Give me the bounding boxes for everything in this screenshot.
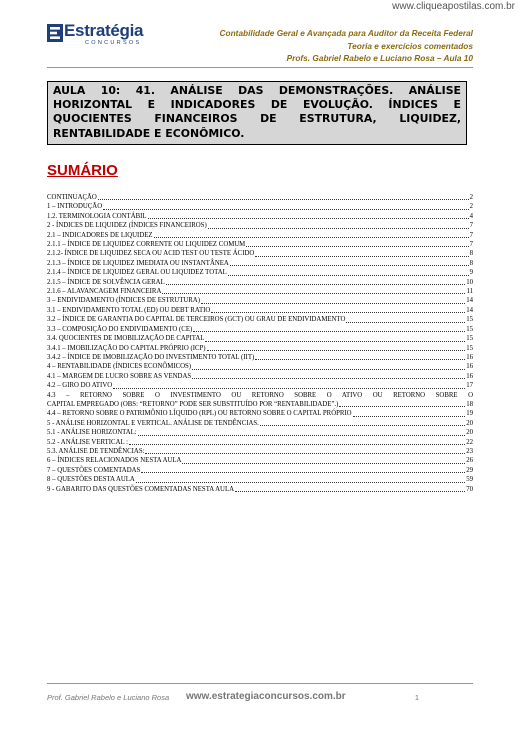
toc-entry-title: 5.1 - ANÁLISE HORIZONTAL: [47, 429, 137, 437]
toc-entry[interactable] [47, 391, 473, 410]
toc-dot-leader [339, 406, 465, 407]
toc-entry[interactable] [47, 212, 473, 221]
toc-entry-title: 3.4. QUOCIENTES DE IMOBILIZAÇÃO DE CAPITAL [47, 335, 205, 343]
page-number: 1 [414, 693, 419, 702]
toc-dot-leader [211, 312, 465, 313]
sumario-heading: SUMÁRIO [47, 162, 118, 179]
toc-dot-leader [193, 331, 465, 332]
toc-entry[interactable] [47, 296, 473, 305]
toc-entry-title: 2.1 – INDICADORES DE LIQUIDEZ [47, 231, 153, 239]
toc-entry-title: 2.1.1 – ÍNDICE DE LIQUIDEZ CORRENTE OU LIQUIDEZ COMUM [47, 241, 246, 249]
estrategia-logo-icon [47, 24, 63, 42]
toc-entry[interactable] [47, 202, 473, 211]
toc-entry-page: 8 [469, 259, 473, 267]
toc-entry-page: 23 [466, 447, 473, 455]
toc-dot-leader [182, 463, 465, 464]
toc-entry-title: 3.1 – ENDIVIDAMENTO TOTAL (ED) OU DEBT RATIO [47, 306, 211, 314]
toc-entry-page: 16 [466, 372, 473, 380]
toc-dot-leader [207, 350, 466, 351]
site-url[interactable]: www.cliqueapostilas.com.br [392, 1, 515, 12]
page-footer [47, 691, 473, 705]
toc-entry-title: 5 - ANÁLISE HORIZONTAL E VERTICAL. ANÁLISE DE TENDÊNCIAS. [47, 419, 259, 427]
toc-entry[interactable] [47, 381, 473, 390]
toc-entry[interactable] [47, 419, 473, 428]
toc-entry-title: 4.1 – MARGEM DE LUCRO SOBRE AS VENDAS [47, 372, 192, 380]
logo-name: Estratégia [64, 21, 144, 40]
toc-entry-title: 2.1.5 – ÍNDICE DE SOLVÊNCIA GERAL [47, 278, 165, 286]
toc-entry[interactable] [47, 315, 473, 324]
course-subtitle: Teoria e exercícios comentados [347, 40, 473, 51]
toc-entry-title: 4.2 – GIRO DO ATIVO [47, 382, 113, 390]
toc-entry-title: 3 – ENDIVIDAMENTO (ÍNDICES DE ESTRUTURA) [47, 297, 200, 305]
toc-entry[interactable] [47, 456, 473, 465]
toc-entry-page: 2 [469, 203, 473, 211]
toc-dot-leader [228, 275, 469, 276]
toc-entry-page: 14 [466, 297, 473, 305]
toc-dot-leader [255, 256, 468, 257]
toc-dot-leader [98, 199, 469, 200]
toc-dot-leader [138, 435, 466, 436]
toc-dot-leader [162, 293, 465, 294]
toc-entry-title-line1: 4.3 – RETORNO SOBRE O INVESTIMENTO OU RETORNO SOBRE O ATIVO OU RETORNO SOBRE O [47, 391, 473, 399]
toc-entry-title: 4 – RENTABILIDADE (ÍNDICES ECONÔMICOS) [47, 363, 192, 371]
toc-entry-page: 59 [466, 476, 473, 484]
toc-dot-leader [141, 472, 465, 473]
course-title: Contabilidade Geral e Avançada para Auditor da Receita Federal [219, 28, 473, 38]
toc-entry-title: 2 - ÍNDICES DE LIQUIDEZ (ÍNDICES FINANCEIROS) [47, 222, 207, 230]
estrategia-logo [47, 23, 177, 49]
toc-dot-leader [129, 444, 465, 445]
toc-entry[interactable] [47, 259, 473, 268]
toc-entry[interactable] [47, 372, 473, 381]
toc-entry-page: 18 [466, 400, 473, 408]
toc-entry[interactable] [47, 428, 473, 437]
toc-dot-leader [103, 209, 468, 210]
toc-entry[interactable] [47, 325, 473, 334]
toc-dot-leader [205, 341, 465, 342]
toc-entry[interactable] [47, 362, 473, 371]
toc-entry[interactable] [47, 438, 473, 447]
toc-entry-page: 14 [466, 306, 473, 314]
toc-dot-leader [136, 482, 465, 483]
toc-entry[interactable] [47, 249, 473, 258]
toc-dot-leader [154, 237, 469, 238]
toc-entry-title: 3.2 – ÍNDICE DE GARANTIA DO CAPITAL DE TERCEIROS (GCT) OU GRAU DE ENDIVIDAMENTO [47, 316, 346, 324]
table-of-contents [47, 193, 473, 494]
toc-entry-page: 7 [469, 241, 473, 249]
toc-dot-leader [192, 378, 465, 379]
toc-entry[interactable] [47, 306, 473, 315]
toc-entry-page: 19 [466, 410, 473, 418]
toc-entry-page: 7 [469, 222, 473, 230]
toc-dot-leader [255, 359, 465, 360]
toc-entry-title: 3.3 – COMPOSIÇÃO DO ENDIVIDAMENTO (CE) [47, 325, 193, 333]
toc-entry[interactable] [47, 193, 473, 202]
toc-entry-title: 1 – INTRODUÇÃO [47, 203, 103, 211]
footer-divider [47, 683, 473, 684]
toc-entry-page: 10 [466, 278, 473, 286]
toc-entry[interactable] [47, 485, 473, 494]
toc-dot-leader [246, 246, 468, 247]
toc-entry-page: 8 [469, 250, 473, 258]
course-professors: Profs. Gabriel Rabelo e Luciano Rosa – Aula 10 [286, 53, 473, 63]
toc-entry[interactable] [47, 447, 473, 456]
toc-entry-page: 17 [466, 382, 473, 390]
toc-entry-page: 70 [466, 485, 473, 493]
toc-entry[interactable] [47, 231, 473, 240]
toc-entry-page: 15 [466, 316, 473, 324]
toc-entry-page: 9 [469, 269, 473, 277]
toc-entry-title: 5.3. ANÁLISE DE TENDÊNCIAS: [47, 447, 145, 455]
toc-entry[interactable] [47, 475, 473, 484]
toc-entry[interactable] [47, 278, 473, 287]
toc-entry-page: 11 [466, 288, 473, 296]
toc-entry-title: 3.4.2 – ÍNDICE DE IMOBILIZAÇÃO DO INVESTIMENTO TOTAL (IIT) [47, 353, 255, 361]
toc-entry-page: 20 [466, 429, 473, 437]
toc-entry[interactable] [47, 334, 473, 343]
toc-entry-page: 29 [466, 466, 473, 474]
toc-entry-title: 6 – ÍNDICES RELACIONADOS NESTA AULA [47, 457, 182, 465]
toc-entry-title: 2.1.6 – ALAVANCAGEM FINANCEIRA [47, 288, 162, 296]
toc-entry-title: 8 – QUESTÕES DESTA AULA [47, 476, 135, 484]
toc-entry-title: 7 – QUESTÕES COMENTADAS [47, 466, 141, 474]
toc-entry[interactable] [47, 221, 473, 230]
toc-dot-leader [353, 416, 466, 417]
toc-entry-page: 20 [466, 419, 473, 427]
toc-entry-page: 15 [466, 344, 473, 352]
toc-entry-page: 16 [466, 353, 473, 361]
toc-dot-leader [148, 218, 469, 219]
toc-entry[interactable] [47, 353, 473, 362]
toc-entry[interactable] [47, 268, 473, 277]
logo-subtitle: CONCURSOS [85, 40, 142, 46]
toc-entry-title: CAPITAL EMPREGADO (OBS: “RETORNO” PODE SER SUBSTITUÍDO POR “RENTABILIDADE”.) [47, 400, 339, 408]
header-divider [47, 67, 473, 68]
toc-entry-page: 2 [469, 194, 473, 201]
toc-dot-leader [346, 322, 465, 323]
toc-entry-page: 15 [466, 325, 473, 333]
toc-entry-title: 4.4 – RETORNO SOBRE O PATRIMÔNIO LÍQUIDO (RPL) OU RETORNO SOBRE O CAPITAL PRÓPRIO [47, 410, 352, 418]
toc-dot-leader [260, 425, 465, 426]
toc-dot-leader [208, 228, 469, 229]
toc-dot-leader [166, 284, 465, 285]
toc-entry-title: 3.4.1 – IMOBILIZAÇÃO DO CAPITAL PRÓPRIO (ICP) [47, 344, 206, 352]
toc-entry[interactable] [47, 287, 473, 296]
footer-site-link[interactable]: www.estrategiaconcursos.com.br [186, 691, 346, 702]
toc-entry[interactable] [47, 344, 473, 353]
toc-entry-title: CONTINUAÇÃO [47, 194, 97, 201]
course-header [220, 27, 473, 65]
toc-entry-page: 15 [466, 335, 473, 343]
toc-entry-title: 1.2. TERMINOLOGIA CONTÁBIL [47, 212, 147, 220]
toc-dot-leader [113, 388, 465, 389]
toc-entry[interactable] [47, 409, 473, 418]
toc-entry-title: 2.1.2- ÍNDICE DE LIQUIDEZ SECA OU ACID TEST OU TESTE ÁCIDO [47, 250, 255, 258]
toc-entry-title: 9 - GABARITO DAS QUESTÕES COMENTADAS NESTA AULA [47, 485, 235, 493]
toc-entry-title: 5.2 - ANÁLISE VERTICAL : [47, 438, 128, 446]
toc-dot-leader [235, 491, 465, 492]
toc-entry-title: 2.1.4 – ÍNDICE DE LIQUIDEZ GERAL OU LIQUIDEZ TOTAL [47, 269, 227, 277]
toc-entry-page: 16 [466, 363, 473, 371]
toc-entry-title: 2.1.3 – ÍNDICE DE LIQUIDEZ IMEDIATA OU INSTANTÂNEA [47, 259, 229, 267]
toc-entry-page: 7 [469, 231, 473, 239]
toc-dot-leader [145, 453, 465, 454]
toc-entry-page: 4 [469, 212, 473, 220]
toc-entry-page: 26 [466, 457, 473, 465]
toc-dot-leader [230, 265, 469, 266]
toc-entry-page: 22 [466, 438, 473, 446]
lesson-title: AULA 10: 41. ANÁLISE DAS DEMONSTRAÇÕES. ANÁLISE HORIZONTAL E INDICADORES DE EVOLUÇÃO. ÍNDICES E QUOCIENTES FINANCEIROS DE ESTRUTURA, LIQUIDEZ, RENTABILIDADE E ECONÔMICO. [47, 81, 467, 145]
toc-entry[interactable] [47, 466, 473, 475]
toc-dot-leader [192, 369, 465, 370]
toc-dot-leader [201, 303, 465, 304]
toc-entry[interactable] [47, 240, 473, 249]
footer-author: Prof. Gabriel Rabelo e Luciano Rosa [47, 693, 170, 702]
